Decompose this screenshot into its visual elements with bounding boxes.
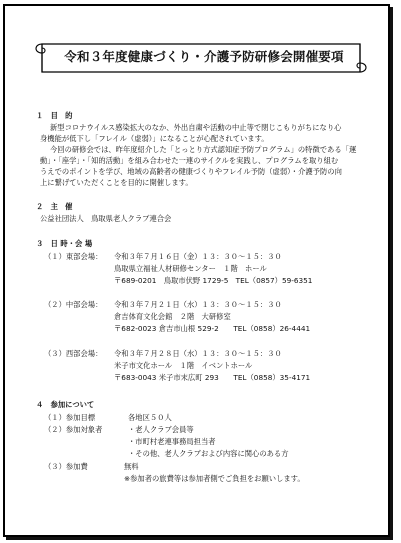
participation-label: （３）参加費 — [44, 462, 88, 471]
participation-label: （１）参加目標 — [44, 413, 96, 422]
venue-date: 令和３年７月１６日（金）１３：３０～１５：３０ — [114, 252, 282, 261]
participation-label: （２）参加対象者 — [44, 425, 103, 434]
purpose-line: 今回の研修会では、昨年度紹介した「とっとり方式認知症予防プログラム」の特徴である「運 — [50, 145, 357, 154]
venue-date: 令和３年７月２８日（水）１３：３０～１５：３０ — [114, 349, 282, 358]
participation-note: ※参加者の旅費等は参加者側でご負担をお願いします。 — [124, 474, 305, 483]
section-4-heading: ４ 参加について — [36, 400, 95, 409]
section-2-heading: ２ 主 催 — [36, 202, 73, 211]
organizer: 公益社団法人 鳥取県老人クラブ連合会 — [40, 214, 172, 223]
venue-address: 〒683-0043 米子市末広町 293 TEL（0858）35-4171 — [114, 373, 311, 382]
venue-label: （２）中部会場： — [44, 300, 103, 309]
participation-value: ・その他、老人クラブおよび内容に関心のある方 — [128, 449, 289, 458]
section-1-heading: １ 目 的 — [36, 111, 73, 120]
venue-label: （３）西部会場： — [44, 349, 103, 358]
venue-date: 令和３年７月２１日（水）１３：３０～１５：３０ — [114, 300, 282, 309]
venue-address: 〒682-0023 倉吉市山根 529-2 TEL（0858）26-4441 — [114, 324, 311, 333]
venue-place: 米子市文化ホール １階 イベントホール — [114, 361, 253, 370]
venue-place: 鳥取県立福祉人材研修センター １階 ホール — [114, 264, 267, 273]
purpose-line: 身機能が低下し「フレイル（虚弱）」になることが心配されています。 — [40, 134, 269, 143]
purpose-line: うえでのポイントを学び、地域の高齢者の健康づくりやフレイル予防（虚弱）・介護予防の向 — [40, 167, 342, 176]
venue-address: 〒689-0201 鳥取市伏野 1729-5 TEL（0857）59-6351 — [114, 276, 313, 285]
purpose-line: 動」・「座学」・「知的活動」を組み合わせた一連のサイクルを実践し、プログラムを取り組む — [40, 156, 339, 165]
purpose-line: 上に繋げていただくことを目的に開催します。 — [40, 178, 193, 187]
participation-value: ・市町村老連事務局担当者 — [128, 437, 216, 446]
section-3-heading: ３ 日 時・会 場 — [36, 239, 93, 248]
participation-value: 無料 — [124, 462, 139, 471]
purpose-line: 新型コロナウイルス感染拡大のなか、外出自粛や活動の中止等で閉じこもりがちになり心 — [50, 123, 342, 132]
page-title: 令和３年度健康づくり・介護予防研修会開催要項 — [64, 49, 344, 64]
venue-place: 倉吉体育文化会館 ２階 大研修室 — [114, 312, 231, 321]
participation-value: 各地区５０人 — [128, 413, 172, 422]
participation-value: ・老人クラブ会員等 — [128, 425, 194, 434]
venue-label: （１）東部会場： — [44, 252, 103, 261]
